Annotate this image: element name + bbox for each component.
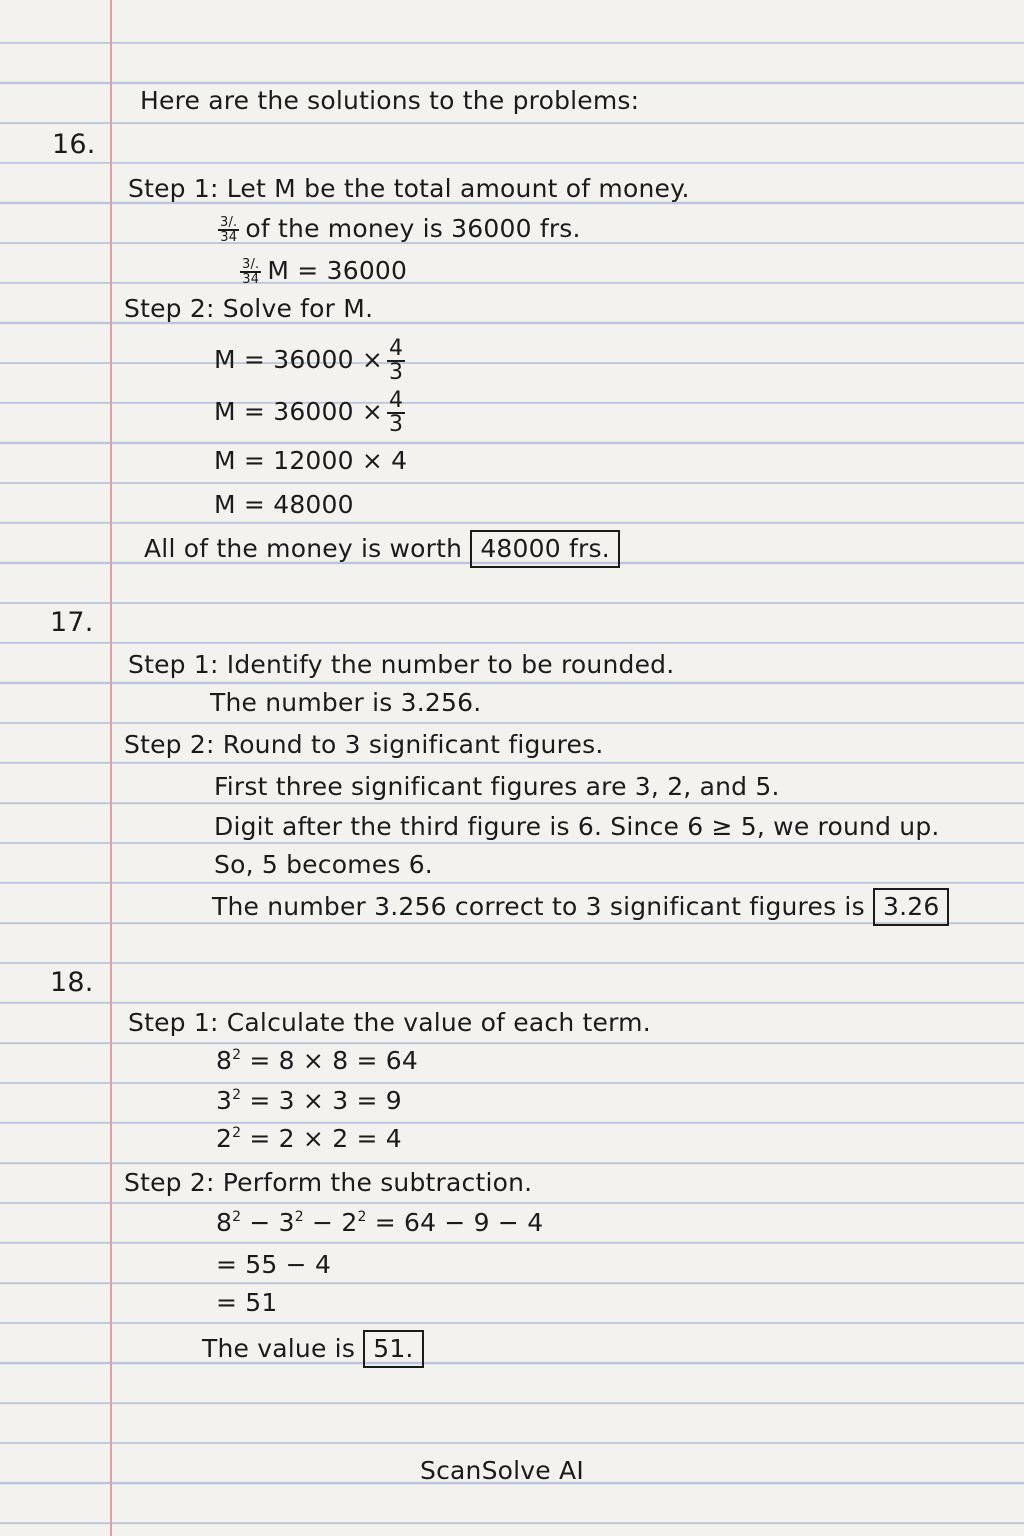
problem-18-step2-heading: Step 2: Perform the subtraction. bbox=[124, 1168, 533, 1197]
problem-16-line-c: M = 12000 × 4 bbox=[214, 446, 408, 475]
problem-16-number: 16. bbox=[52, 129, 96, 160]
problem-16-step1-line1: $\frac{3/.}{34}$ of the money is 36000 frs. bbox=[220, 214, 581, 245]
problem-18-number: 18. bbox=[50, 967, 94, 998]
fraction-three-quarters: $\frac{3/.}{34}$ bbox=[220, 215, 238, 245]
problem-16-step2-heading: Step 2: Solve for M. bbox=[124, 294, 374, 323]
problem-17-answer-line: The number 3.256 correct to 3 significant figures is 3.26 bbox=[212, 888, 949, 926]
problem-16-line-b: M = 36000 × $\frac{4}{3}$ bbox=[214, 388, 404, 437]
fraction-four-thirds: $\frac{4}{3}$ bbox=[389, 336, 404, 385]
problem-16-line-a: M = 36000 × $\frac{4}{3}$ bbox=[214, 336, 404, 385]
problem-18-line-f: = 51 bbox=[216, 1288, 278, 1317]
answer-box: 48000 frs. bbox=[470, 530, 620, 568]
answer-box: 3.26 bbox=[873, 888, 949, 926]
footer-brand: ScanSolve AI bbox=[420, 1456, 584, 1485]
problem-18-line-b: $3^2 = 3 \times 3 = 9$ bbox=[216, 1086, 402, 1115]
problem-18-line-c: $2^2 = 2 \times 2 = 4$ bbox=[216, 1124, 402, 1153]
problem-18-step1-heading: Step 1: Calculate the value of each term. bbox=[128, 1008, 651, 1037]
problem-17-step1-line1: The number is 3.256. bbox=[210, 688, 482, 717]
problem-16-answer-line: All of the money is worth 48000 frs. bbox=[144, 530, 620, 568]
problem-16-line-d: M = 48000 bbox=[214, 490, 354, 519]
problem-16-step1-heading: Step 1: Let M be the total amount of money. bbox=[128, 174, 690, 203]
problem-17-number: 17. bbox=[50, 607, 94, 638]
problem-17-line-a: First three significant figures are 3, 2, and 5. bbox=[214, 772, 780, 801]
intro-text: Here are the solutions to the problems: bbox=[140, 86, 640, 115]
fraction-three-quarters: $\frac{3/.}{34}$ bbox=[242, 257, 260, 287]
problem-18-line-a: $8^2 = 8 \times 8 = 64$ bbox=[216, 1046, 418, 1075]
fraction-four-thirds: $\frac{4}{3}$ bbox=[389, 388, 404, 437]
problem-18-line-e: = 55 − 4 bbox=[216, 1250, 332, 1279]
problem-18-line-d: $8^2 - 3^2 - 2^2 = 64 - 9 - 4$ bbox=[216, 1208, 544, 1237]
problem-18-answer-line: The value is 51. bbox=[202, 1330, 424, 1368]
problem-17-line-b: Digit after the third figure is 6. Since 6 ≥ 5, we round up. bbox=[214, 812, 940, 841]
problem-17-step1-heading: Step 1: Identify the number to be rounded. bbox=[128, 650, 675, 679]
problem-17-line-c: So, 5 becomes 6. bbox=[214, 850, 433, 879]
problem-16-step1-line2: $\frac{3/.}{34}$ M = 36000 bbox=[242, 256, 408, 287]
margin-line bbox=[110, 0, 112, 1536]
problem-17-step2-heading: Step 2: Round to 3 significant figures. bbox=[124, 730, 604, 759]
answer-box: 51. bbox=[363, 1330, 423, 1368]
